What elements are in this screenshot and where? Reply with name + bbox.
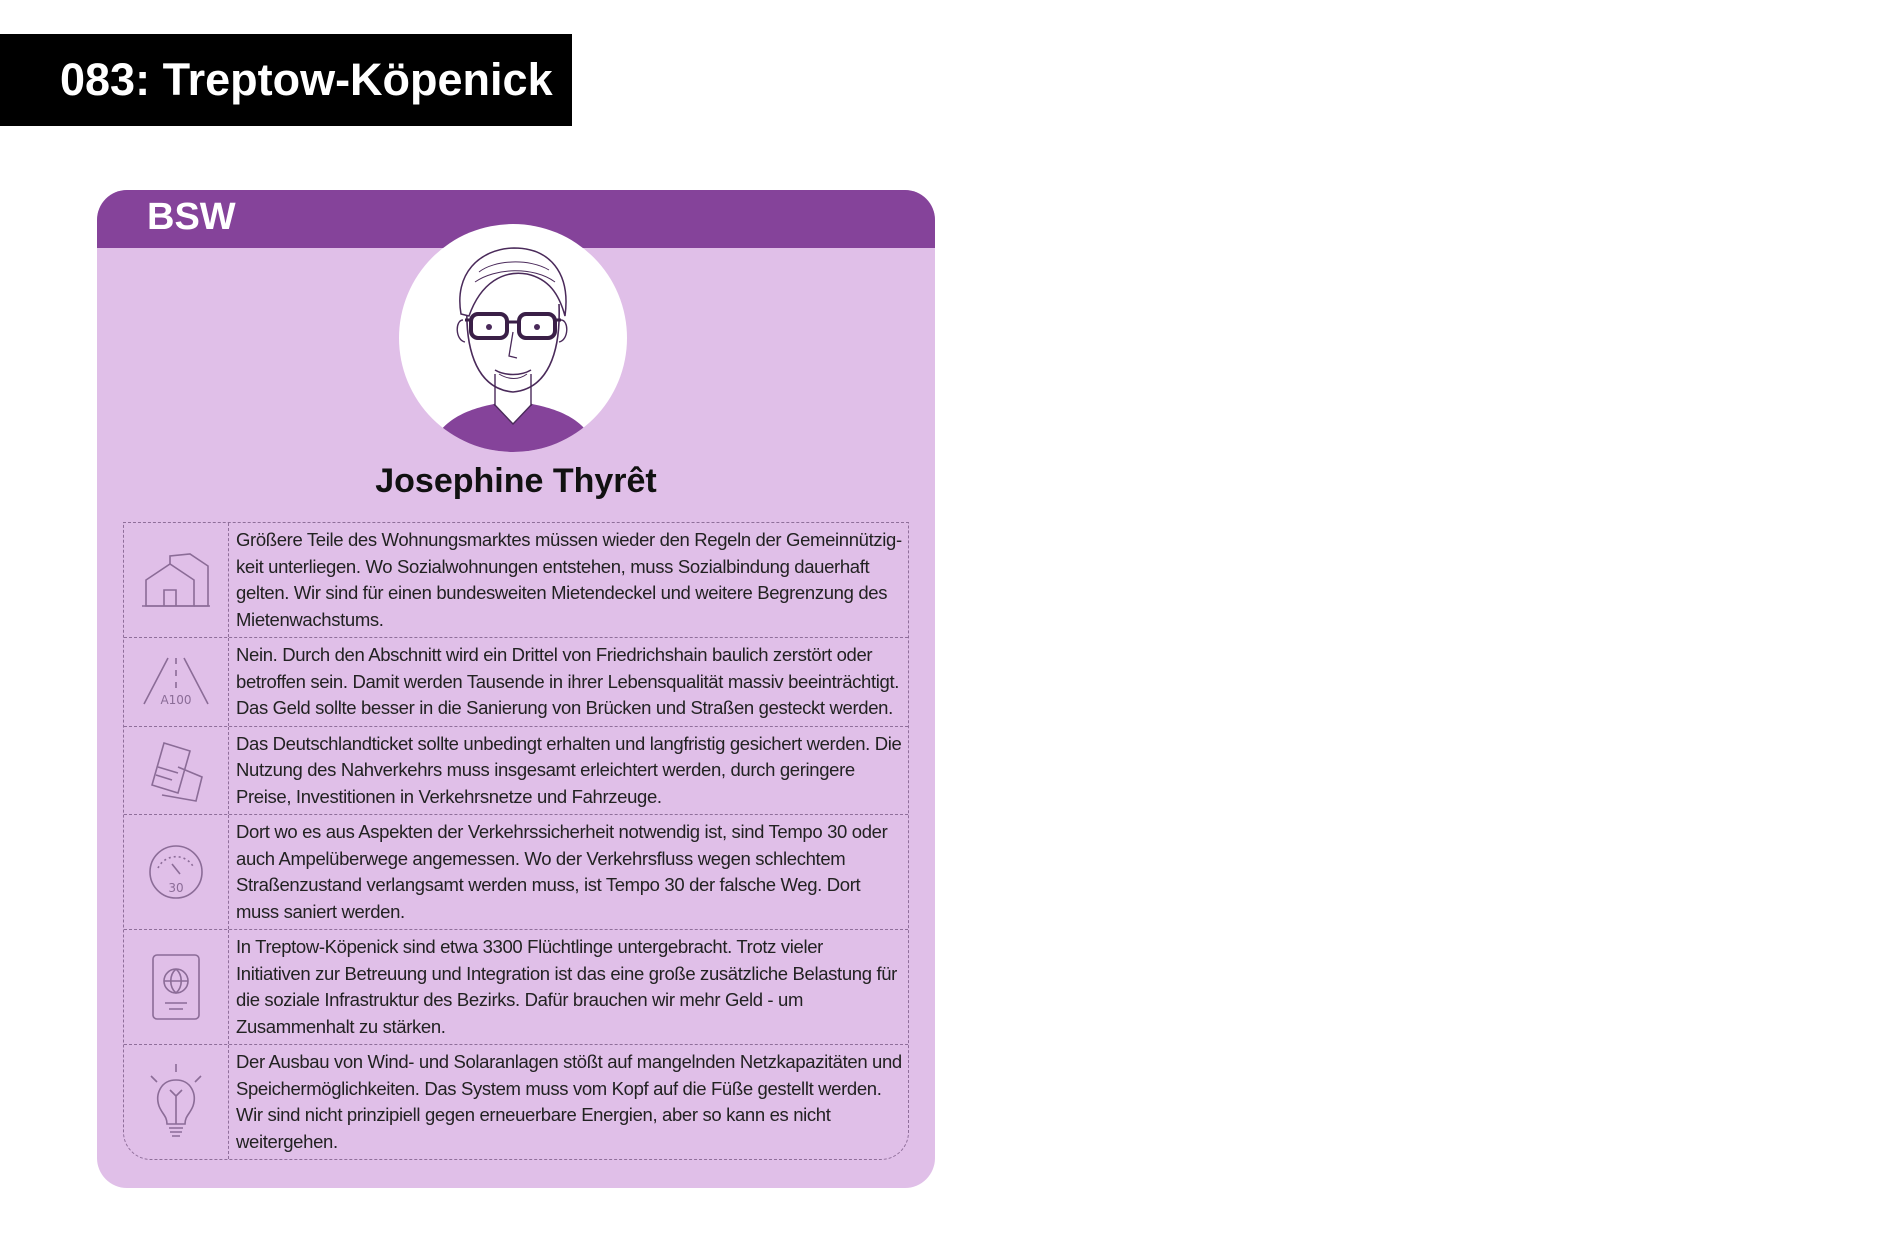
answer-row-a100 (124, 638, 908, 727)
answer-text: In Treptow-Köpenick sind etwa 3300 Flüchtlinge untergebracht. Trotz vieler Initiativen zur Betreuung und Integration ist das eine große zusätzliche Belastung für die soziale Infrastruktur des Bezirks. Dafür brauchen wir mehr Geld - um Zusammenhalt zu stärken. (236, 936, 897, 1037)
speedometer-30-icon (146, 842, 206, 902)
lightbulb-icon (145, 1062, 207, 1142)
answer-row-housing (124, 523, 908, 638)
svg-text:30: 30 (168, 881, 184, 895)
candidate-name: Josephine Thyrêt (375, 462, 657, 500)
party-label: BSW (147, 196, 236, 238)
answer-row-energy (124, 1045, 908, 1159)
ticket-icon (144, 737, 208, 803)
candidate-portrait (399, 224, 627, 452)
answer-row-ticket (124, 727, 908, 816)
answers-table (123, 522, 909, 1160)
answer-row-tempo30 (124, 815, 908, 930)
candidate-card (97, 190, 935, 1188)
page-title: 083: Treptow-Köpenick (60, 54, 553, 105)
answer-text: Das Deutschlandticket sollte unbedingt erhalten und langfristig gesichert werden. Die Nutzung des Nahverkehrs muss insgesamt erleichtert werden, durch geringere Preise, Investitionen in Verkehrsnetze und Fahrzeuge. (236, 732, 902, 807)
housing-icon (140, 550, 212, 610)
answer-text: Der Ausbau von Wind- und Solaranlagen stößt auf mangelnden Netzkapazitäten und Speichermöglichkeiten. Das System muss vom Kopf auf die Füße gestellt werden. Wir sind nicht prinzipiell gegen erneuerbare Energien, aber so kann es nicht weitergehen. (236, 1051, 902, 1152)
answer-text: Nein. Durch den Abschnitt wird ein Drittel von Friedrichshain baulich zerstört oder betroffen sein. Damit werden Tausende in ihrer Lebensqualität massiv beeinträchtigt. Das Geld sollte besser in die Sanierung von Brücken und Straßen gesteckt werden. (236, 644, 900, 718)
passport-icon (149, 951, 203, 1023)
svg-text:A100: A100 (160, 692, 192, 707)
header-bar (0, 34, 572, 126)
answer-row-refugees (124, 930, 908, 1045)
a100-highway-icon (140, 654, 212, 710)
answer-text: Dort wo es aus Aspekten der Verkehrssicherheit notwendig ist, sind Tempo 30 oder auch Ampelüberwege angemessen. Wo der Verkehrsfluss wegen schlechtem Straßenzustand verlangsamt werden muss, ist Tempo 30 der falsche Weg. Dort muss saniert werden. (236, 821, 888, 922)
answer-text: Größere Teile des Wohnungsmarktes müssen wieder den Regeln der Gemeinnützig-keit unterliegen. Wo Sozialwohnungen entstehen, muss Sozialbindung dauerhaft gelten. Wir sind für einen bundesweiten Mietendeckel und weitere Begrenzung des Mietenwachstums. (236, 529, 902, 630)
